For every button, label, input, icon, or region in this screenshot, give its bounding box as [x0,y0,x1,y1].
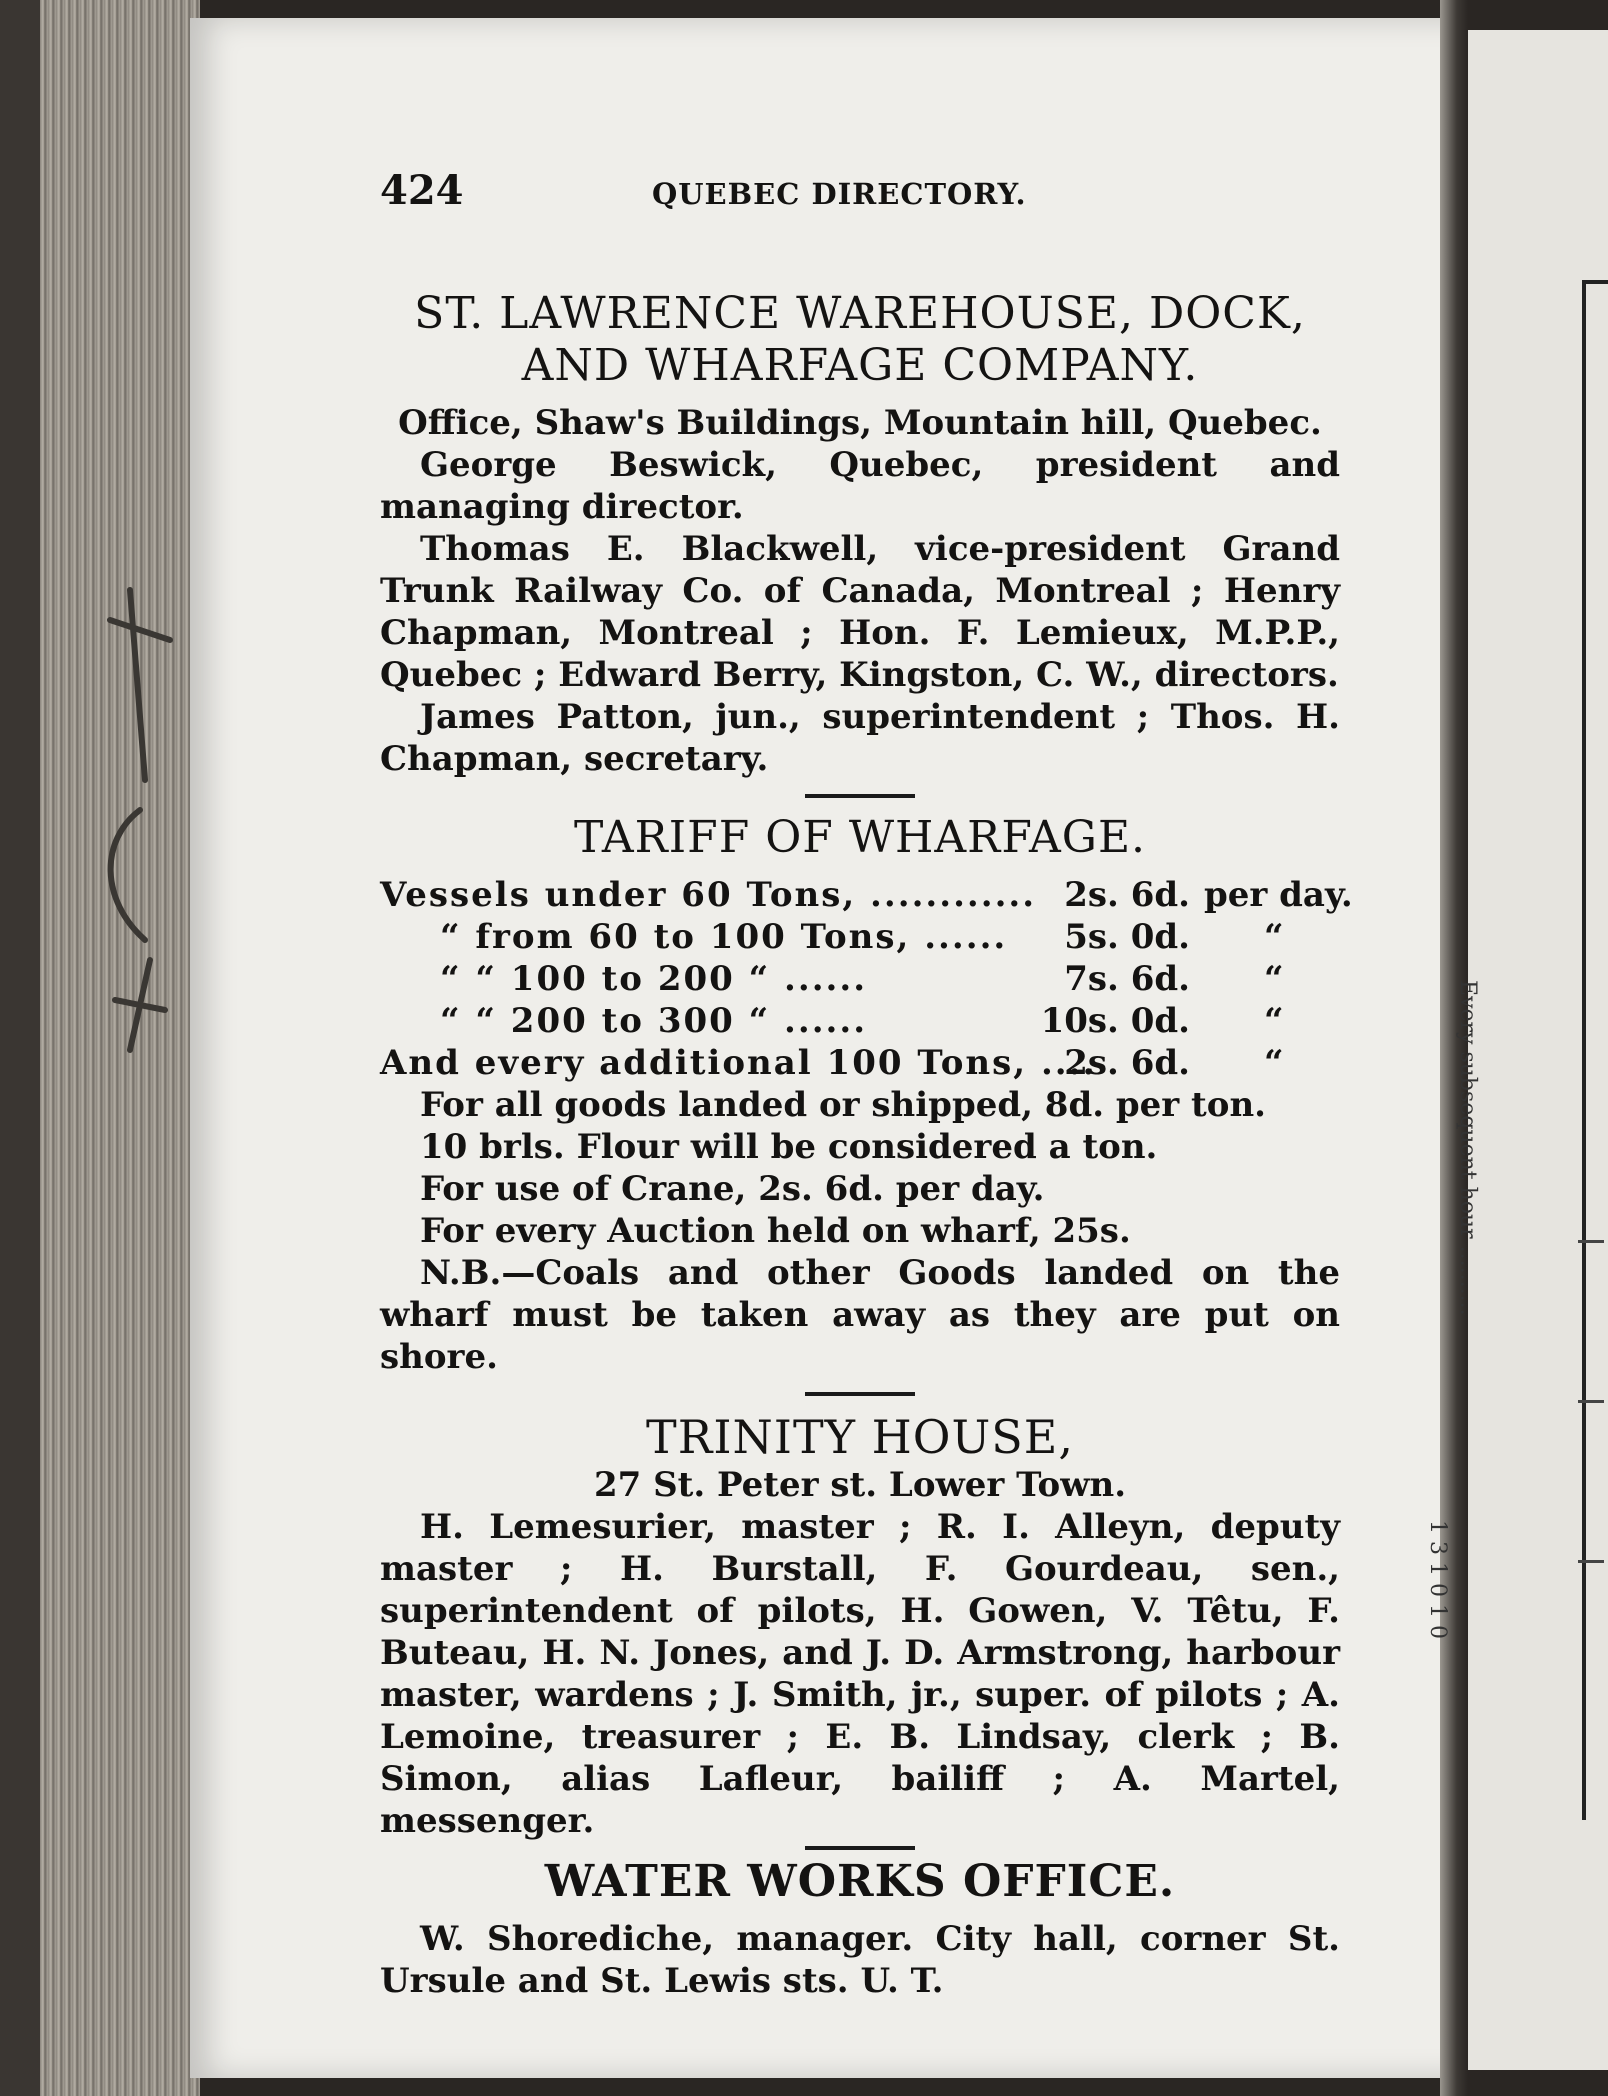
tariff-note: For every Auction held on wharf, 25s. [420,1211,1131,1251]
tariff-period: per day. [1204,875,1353,915]
tariff-period: “ [1264,917,1284,957]
page-number: 424 [380,167,464,214]
warehouse-directors: Thomas E. Blackwell, vice-president Grand Trunk Railway Co. of Canada, Montreal ; Henry Chapman, Montreal ; Hon. F. Lemieux, M.P.P., Quebec ; Edward Berry, Kingston, C. W., directors. [380,529,1340,695]
tariff-row [380,916,1340,958]
tariff-rate: 2s. 6d. [1064,1043,1190,1083]
facing-page-rotated-numbers: 1 3 1 0 1 0 [1425,1520,1450,1639]
section-title-trinity: TRINITY HOUSE, [646,1410,1074,1464]
tariff-description: “ “ 100 to 200 “ ...... [440,959,868,999]
facing-page-rotated-text: Every subsequent hour .......... [1455,980,1480,1316]
tariff-note: For all goods landed or shipped, 8d. per ton. [420,1085,1266,1125]
facing-page-rule [1582,280,1586,1820]
tariff-row [380,1042,1340,1084]
facing-page [1468,30,1608,2070]
tariff-note: For use of Crane, 2s. 6d. per day. [420,1169,1045,1209]
trinity-body: H. Lemesurier, master ; R. I. Alleyn, deputy master ; H. Burstall, F. Gourdeau, sen., superintendent of pilots, H. Gowen, V. Têtu, F. Buteau, H. N. Jones, and J. D. Armstrong, harbour master, wardens ; J. Smith, jr., super. of pilots ; A. Lemoine, treasurer ; E. B. Lindsay, clerk ; B. Simon, alias Lafleur, bailiff ; A. Martel, messenger. [380,1507,1340,1841]
tariff-description: “ from 60 to 100 Tons, ...... [440,917,1008,957]
tariff-period: “ [1264,959,1284,999]
section-title-warehouse-line2: AND WHARFAGE COMPANY. [521,340,1199,391]
running-title: QUEBEC DIRECTORY. [652,177,1027,211]
section-title-warehouse: ST. LAWRENCE WAREHOUSE, DOCK, [414,288,1306,339]
tariff-rate: 7s. 6d. [1064,959,1190,999]
tariff-rate: 2s. 6d. [1064,875,1190,915]
tariff-note: 10 brls. Flour will be considered a ton. [420,1127,1158,1167]
tariff-row [380,874,1353,916]
section-title-tariff: TARIFF OF WHARFAGE. [573,812,1147,863]
facing-page-tick [1578,1240,1604,1243]
tariff-row [380,1000,1340,1042]
section-divider [805,794,915,798]
tariff-period: “ [1264,1043,1284,1083]
facing-page-tick [1578,1560,1604,1563]
warehouse-officers: James Patton, jun., superintendent ; Thos. H. Chapman, secretary. [380,697,1340,779]
tariff-rate: 10s. 0d. [1040,1001,1190,1041]
tariff-nb: N.B.—Coals and other Goods landed on the wharf must be taken away as they are put on shore. [380,1253,1340,1377]
water-body: W. Shorediche, manager. City hall, corner St. Ursule and St. Lewis sts. U. T. [380,1919,1340,2001]
tariff-rate: 5s. 0d. [1064,917,1190,957]
tariff-description: Vessels under 60 Tons, ............ [380,875,1037,915]
running-head [380,167,1340,230]
tariff-row [380,958,1340,1000]
section-divider [805,1392,915,1396]
facing-page-tick [1578,1400,1604,1403]
warehouse-office: Office, Shaw's Buildings, Mountain hill, Quebec. [398,403,1322,443]
warehouse-president: George Beswick, Quebec, president and managing director. [380,445,1340,527]
section-divider [805,1846,915,1850]
handwritten-margin-mark [70,580,180,1100]
tariff-period: “ [1264,1001,1284,1041]
page-content [380,167,1353,2002]
section-title-water: WATER WORKS OFFICE. [544,1856,1176,1907]
trinity-address: 27 St. Peter st. Lower Town. [593,1465,1127,1505]
book-spine-shadow [0,0,40,2096]
tariff-description: And every additional 100 Tons, .... [380,1043,1097,1083]
tariff-description: “ “ 200 to 300 “ ...... [440,1001,868,1041]
